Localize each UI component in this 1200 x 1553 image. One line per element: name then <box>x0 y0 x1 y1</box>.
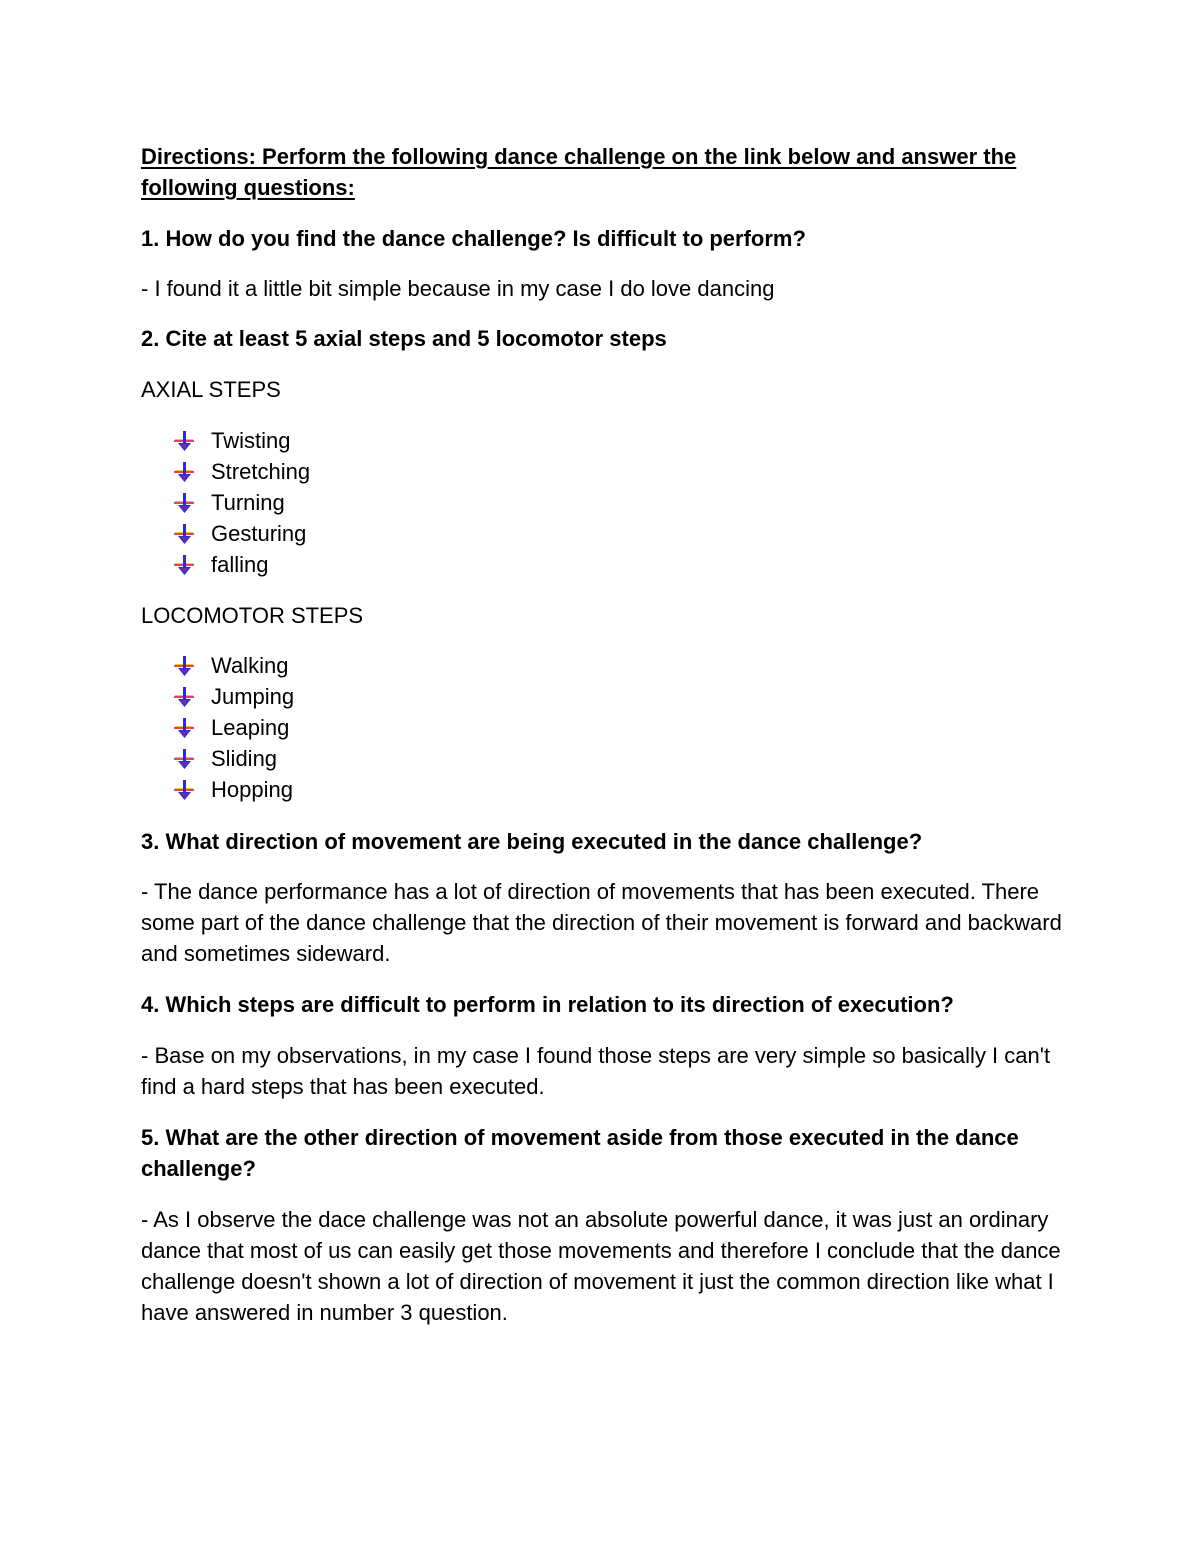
step-list-item <box>173 681 294 712</box>
arrow-down-icon <box>173 523 195 545</box>
answer-4: - Base on my observations, in my case I found those steps are very simple so basically I can't find a hard steps that has been executed. <box>141 1043 1051 1099</box>
step-list-item <box>173 518 310 549</box>
step-label: Twisting <box>211 428 291 453</box>
answer-1: - I found it a little bit simple because in my case I do love dancing <box>141 276 775 301</box>
step-list-item <box>173 774 294 805</box>
step-list-item <box>173 650 294 681</box>
step-label: Stretching <box>211 459 311 484</box>
arrow-down-icon <box>173 717 195 739</box>
arrow-down-icon <box>173 461 195 483</box>
arrow-down-icon <box>173 554 195 576</box>
answer-5: - As I observe the dace challenge was not an absolute powerful dance, it was just an ordinary dance that most of us can easily get those movements and therefore I conclude that the dance challenge doesn't shown a lot of direction of movement it just the common direction like what I have answered in number 3 question. <box>141 1207 1061 1325</box>
step-list-item <box>173 456 310 487</box>
step-label: Hopping <box>211 777 293 802</box>
step-label: Jumping <box>211 684 295 709</box>
step-list-item <box>173 487 310 518</box>
step-label: Walking <box>211 653 289 678</box>
step-list-item <box>173 712 294 743</box>
locomotor-steps-heading: LOCOMOTOR STEPS <box>141 603 364 628</box>
step-label: Sliding <box>211 746 278 771</box>
step-list-item <box>173 549 310 580</box>
arrow-down-icon <box>173 430 195 452</box>
axial-steps-list <box>173 425 310 580</box>
question-3: 3. What direction of movement are being executed in the dance challenge? <box>141 829 923 854</box>
arrow-down-icon <box>173 655 195 677</box>
arrow-down-icon <box>173 779 195 801</box>
question-1: 1. How do you find the dance challenge? Is difficult to perform? <box>141 226 806 251</box>
question-2: 2. Cite at least 5 axial steps and 5 locomotor steps <box>141 326 667 351</box>
arrow-down-icon <box>173 686 195 708</box>
locomotor-steps-list <box>173 650 294 805</box>
step-list-item <box>173 425 310 456</box>
step-label: Leaping <box>211 715 290 740</box>
arrow-down-icon <box>173 748 195 770</box>
arrow-down-icon <box>173 492 195 514</box>
question-4: 4. Which steps are difficult to perform in relation to its direction of execution? <box>141 992 954 1017</box>
answer-3: - The dance performance has a lot of direction of movements that has been executed. There some part of the dance challenge that the direction of their movement is forward and backward and sometimes sideward. <box>141 879 1062 966</box>
step-label: Gesturing <box>211 521 307 546</box>
axial-steps-heading: AXIAL STEPS <box>141 377 281 402</box>
step-list-item <box>173 743 294 774</box>
directions-heading: Directions: Perform the following dance challenge on the link below and answer the following questions: <box>141 144 1017 200</box>
step-label: Turning <box>211 490 285 515</box>
step-label: falling <box>211 552 269 577</box>
question-5: 5. What are the other direction of movement aside from those executed in the dance challenge? <box>141 1125 1019 1181</box>
